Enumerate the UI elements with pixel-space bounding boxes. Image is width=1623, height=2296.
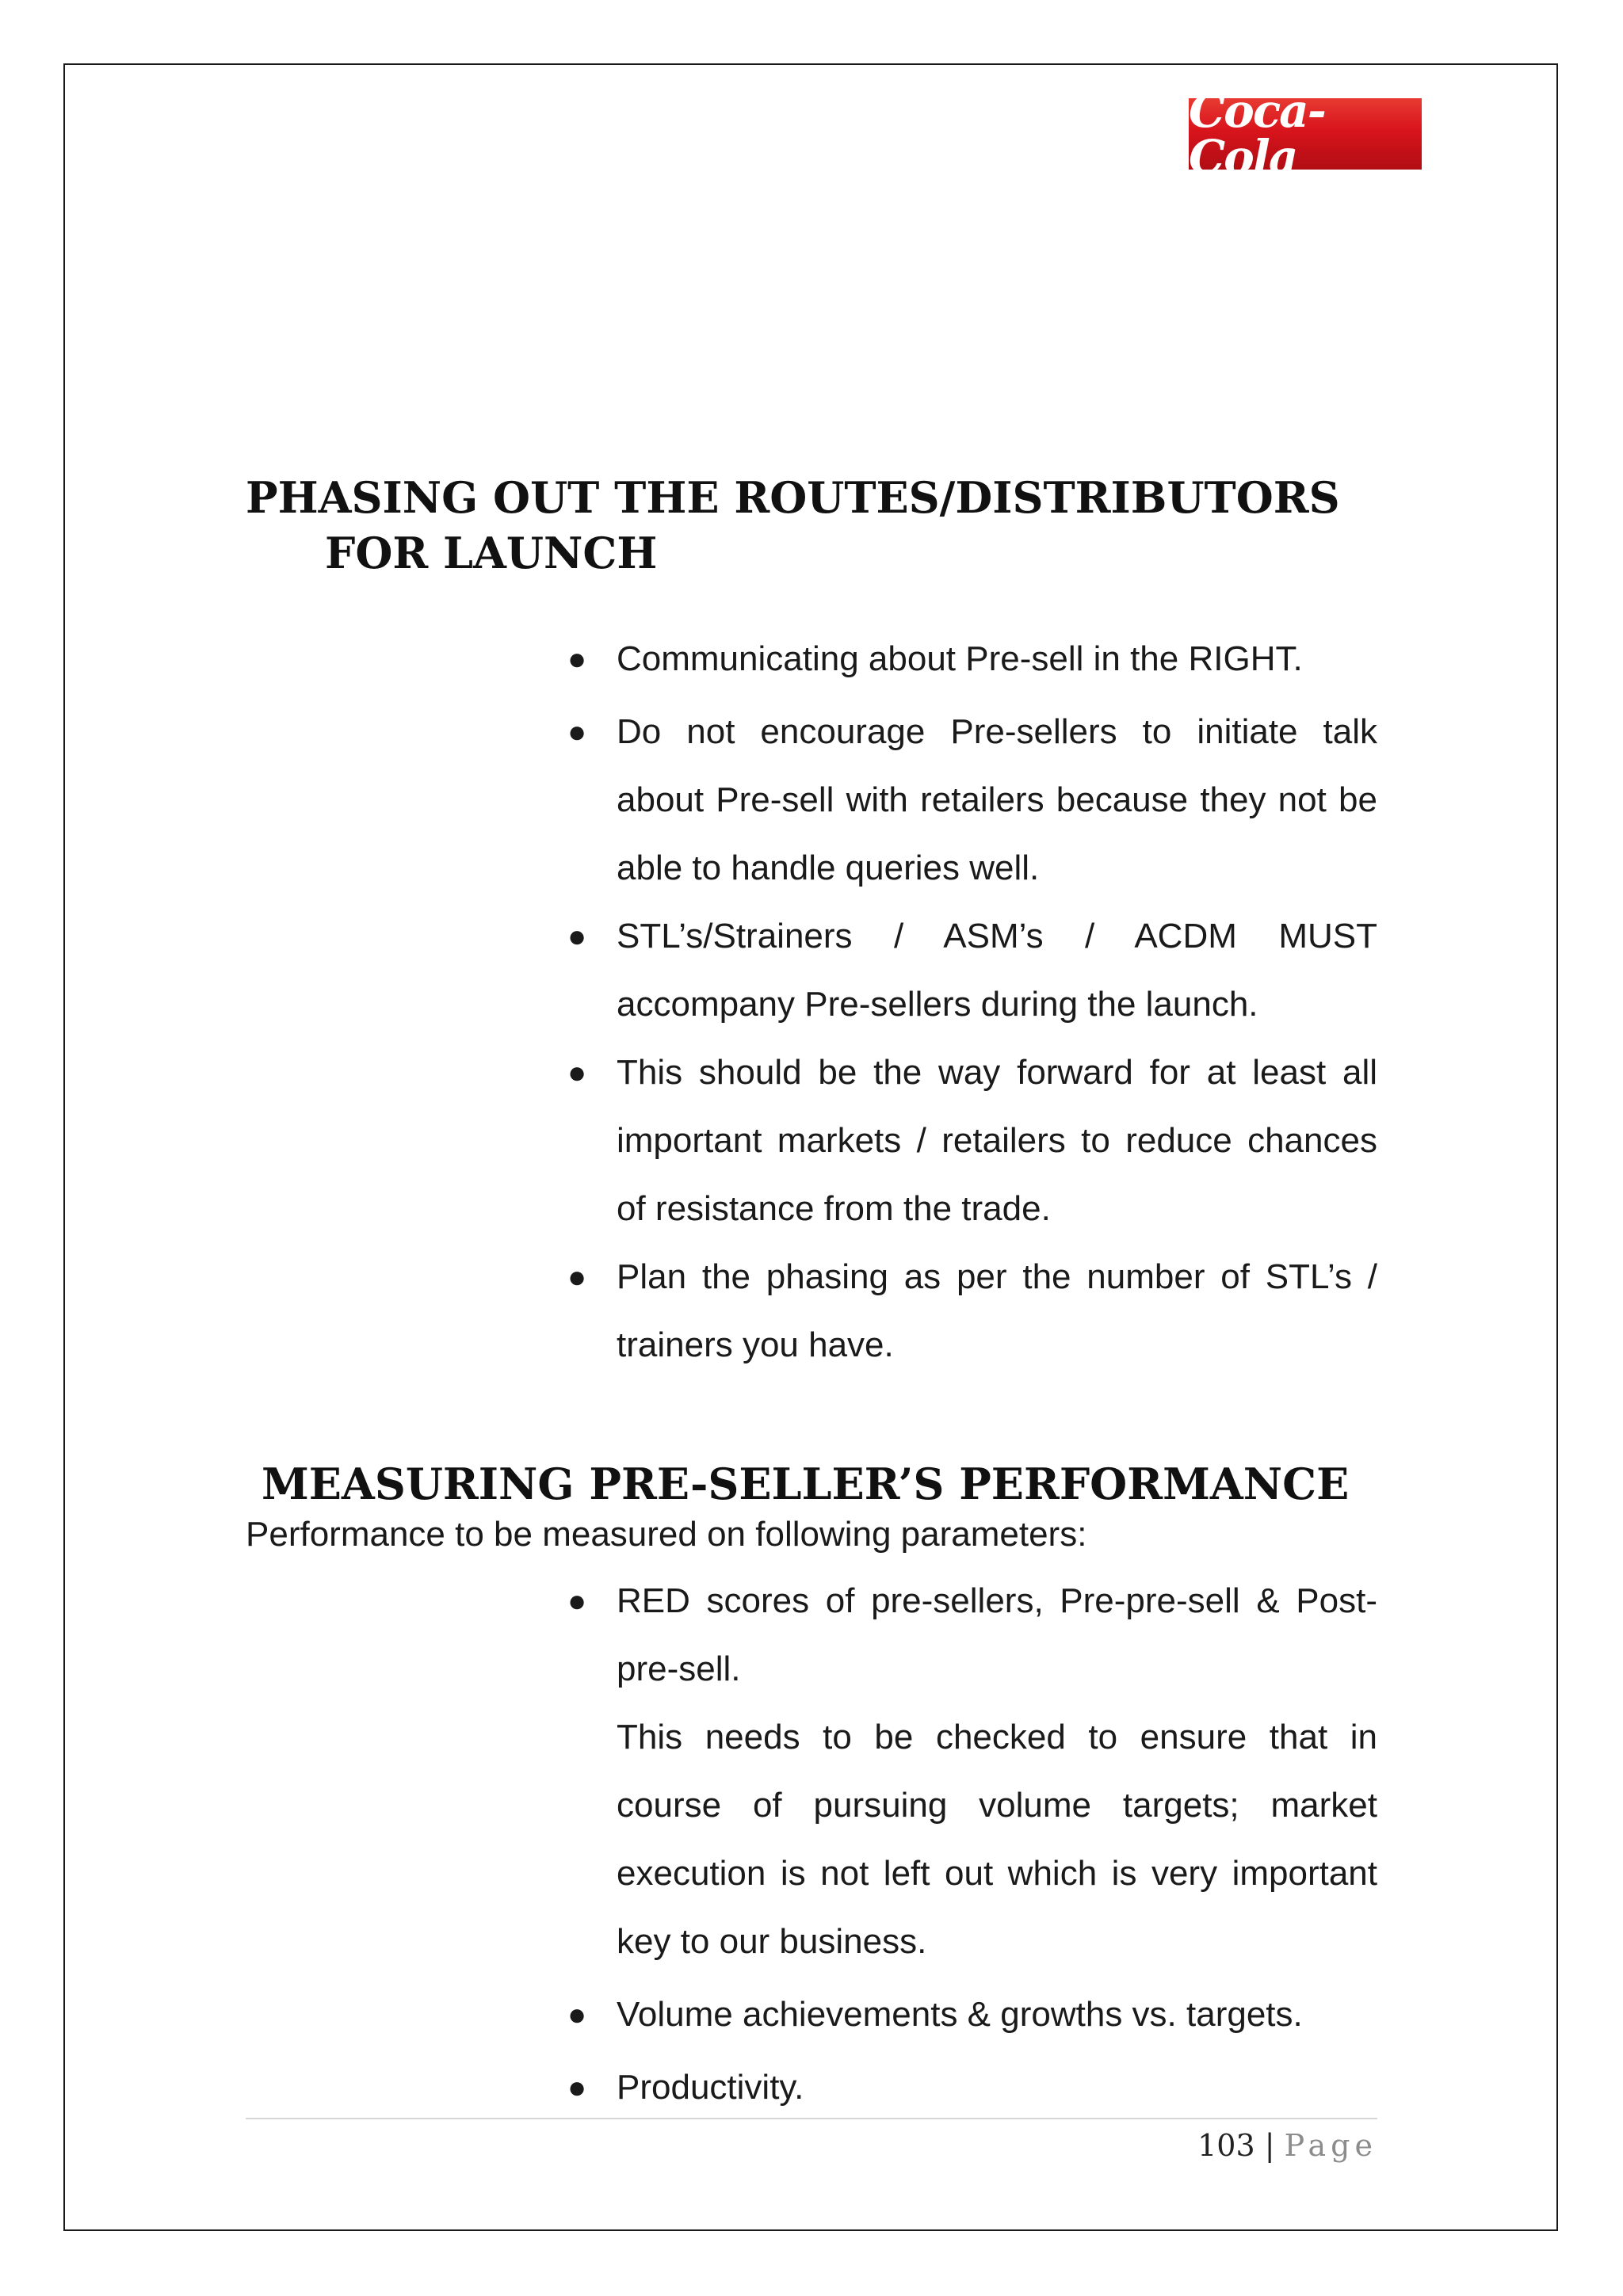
page-footer: [1197, 2128, 1377, 2163]
list-item: ● Volume achievements & growths vs. targets.: [567, 1981, 1377, 2049]
bullet-icon: ●: [567, 642, 587, 677]
footer-divider: [246, 2118, 1377, 2119]
bullet-icon: ●: [567, 2070, 587, 2105]
coca-cola-logo: [1189, 84, 1422, 184]
list-item: ● Do not encourage Pre-sellers to initiate talk about Pre-sell with retailers because they not be able to handle queries well.: [567, 698, 1377, 902]
bullet-icon: ●: [567, 919, 587, 954]
bullet-icon: ●: [567, 1997, 587, 2032]
logo-text: Coca-Cola: [1189, 84, 1325, 184]
bullet-icon: ●: [567, 1584, 587, 1619]
section1-heading-line2: FOR LAUNCH: [325, 528, 658, 578]
bullet-icon: ●: [567, 715, 587, 749]
list-item: ● RED scores of pre-sellers, Pre-pre-sell & Post-pre-sell. This needs to be checked to ensure that in course of pursuing volume targets; market execution is not left out which is very important key to our business.: [567, 1567, 1377, 1976]
section1-heading-line1: PHASING OUT THE ROUTES/DISTRIBUTORS: [246, 472, 1340, 523]
list-item: ● This should be the way forward for at least all important markets / retailers to reduce chances of resistance from the trade.: [567, 1039, 1377, 1243]
section2-heading: MEASURING PRE-SELLER’S PERFORMANCE: [262, 1459, 1350, 1509]
footer-separator: |: [1264, 2128, 1275, 2163]
section2-note: This needs to be checked to ensure that in course of pursuing volume targets; market execution is not left out which is very important key to our business.: [617, 1718, 1377, 1961]
list-item: ● Communicating about Pre-sell in the RIGHT.: [567, 625, 1377, 693]
list-item: ● Productivity.: [567, 2054, 1377, 2122]
section2-list: [567, 1567, 1377, 2122]
bullet-icon: ●: [567, 1055, 587, 1090]
list-item: ● STL’s/Strainers / ASM’s / ACDM MUST accompany Pre-sellers during the launch.: [567, 902, 1377, 1039]
page-label: Page: [1284, 2128, 1377, 2163]
bullet-icon: ●: [567, 1260, 587, 1295]
page-number: 103: [1197, 2128, 1255, 2163]
section2-intro: Performance to be measured on following parameters:: [246, 1515, 1087, 1554]
section1-list: [567, 625, 1377, 1379]
list-item: ● Plan the phasing as per the number of STL’s / trainers you have.: [567, 1243, 1377, 1379]
